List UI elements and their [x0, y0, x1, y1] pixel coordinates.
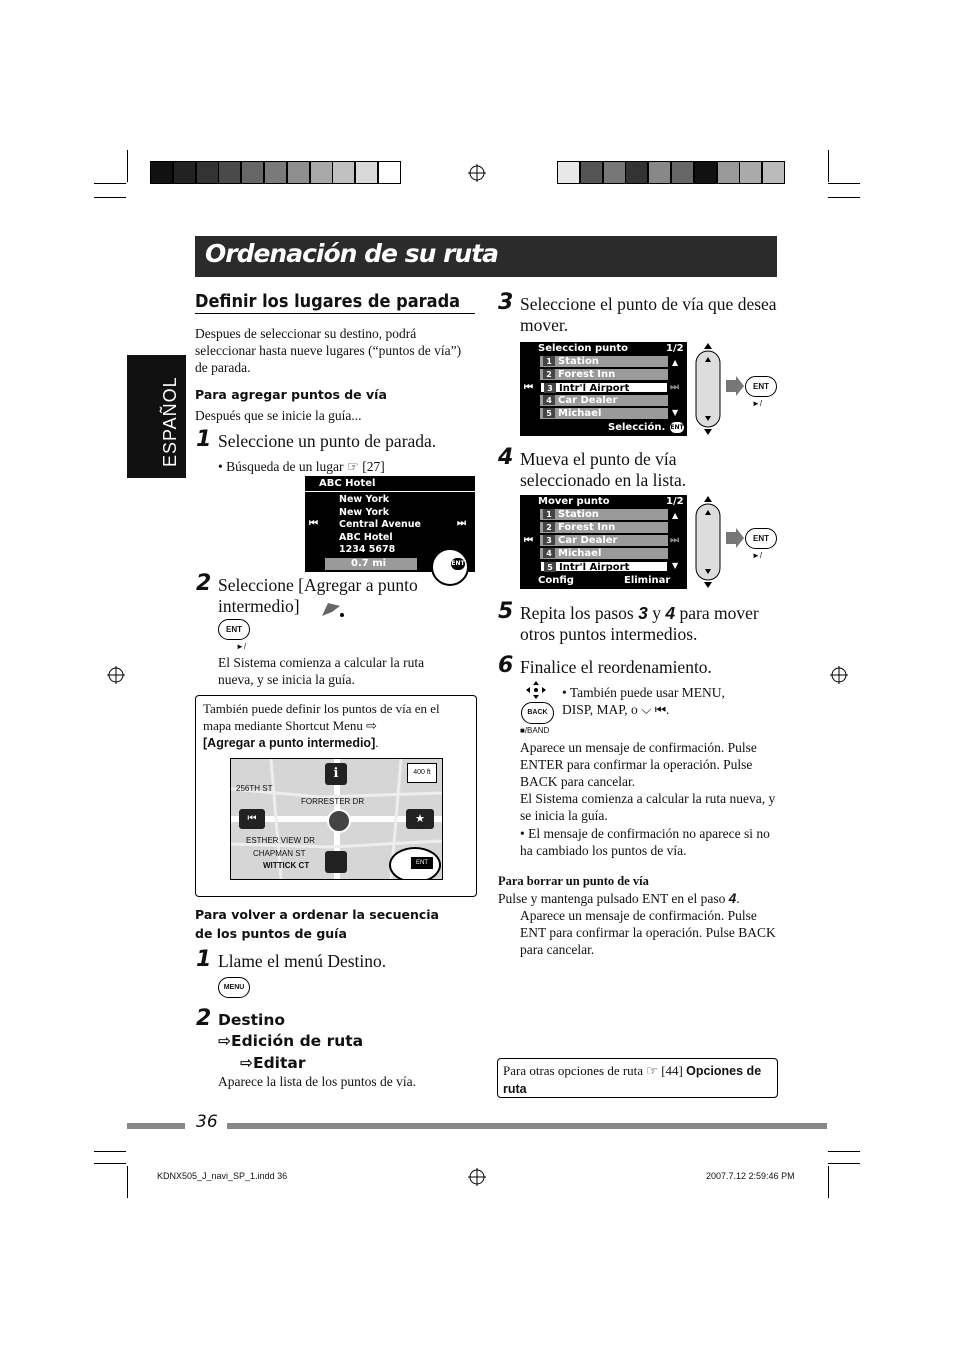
- multidirection-icon: [526, 681, 546, 699]
- button-caption: ►/: [752, 551, 763, 560]
- screen-place-details: [305, 476, 475, 572]
- color-swatch: [694, 161, 717, 184]
- color-swatch: [241, 161, 264, 184]
- ent-icon: ENT: [451, 558, 465, 570]
- ent-icon: ENT: [411, 857, 433, 869]
- list-item-number: 3: [544, 383, 556, 393]
- ent-button[interactable]: ENT: [745, 528, 777, 549]
- delete-text: Pulse y mantenga pulsado ENT en el paso 4.: [498, 891, 740, 906]
- next-icon: ⏭: [670, 382, 679, 393]
- list-item[interactable]: [540, 382, 668, 393]
- registration-mark-icon: [107, 666, 125, 684]
- section-title: Definir los lugares de parada: [195, 291, 461, 312]
- page-number: 36: [196, 1112, 218, 1132]
- map-scale: 400 ft: [407, 763, 437, 783]
- crop-mark: [94, 1151, 126, 1152]
- list-item-label: Michael: [558, 548, 602, 559]
- screen-title: Mover punto: [538, 496, 610, 507]
- menu-path-1: Destino: [218, 1011, 286, 1029]
- color-swatch: [310, 161, 333, 184]
- step-text: Finalice el reordenamiento.: [520, 657, 712, 677]
- screen-move-point: [520, 495, 687, 589]
- step-text: Seleccione [Agregar a punto intermedio]: [218, 575, 418, 616]
- list-item-label: Car Dealer: [558, 395, 618, 406]
- crop-mark: [828, 150, 829, 182]
- step-bullet: • También puede usar MENU, DISP, MAP, o ⌵ ⏮.: [562, 685, 725, 717]
- screen-footer: Selección.: [608, 422, 666, 433]
- list-item-number: 5: [544, 562, 556, 572]
- street-label: FORRESTER DR: [301, 797, 365, 806]
- registration-mark-icon: [830, 666, 848, 684]
- crop-mark: [127, 1166, 128, 1198]
- step-number: 4: [498, 445, 514, 470]
- list-item[interactable]: [540, 369, 668, 380]
- menu-path-2: ⇨Edición de ruta: [218, 1032, 364, 1050]
- color-swatch: [218, 161, 241, 184]
- sub-text: Después que se inicie la guía...: [195, 408, 362, 423]
- language-tab: [127, 355, 186, 478]
- step-number: 1: [196, 427, 212, 452]
- crop-mark: [828, 1166, 829, 1198]
- crop-mark: [94, 183, 126, 184]
- color-swatch: [355, 161, 378, 184]
- button-caption: ►/: [236, 642, 247, 651]
- crop-mark: [127, 150, 128, 182]
- scroll-up-icon: ▲: [672, 511, 679, 520]
- screen-footer-left: Config: [538, 575, 574, 586]
- map-left-icon[interactable]: ⏮: [239, 809, 265, 829]
- screen-title: ABC Hotel: [319, 478, 376, 489]
- menu-button[interactable]: MENU: [218, 977, 250, 998]
- page-indicator: 1/2: [666, 496, 684, 507]
- scroll-down-icon: ▼: [672, 408, 679, 417]
- color-swatch: [196, 161, 219, 184]
- list-item-number: 1: [543, 356, 555, 366]
- list-item-number: 3: [543, 535, 555, 545]
- color-swatch: [287, 161, 310, 184]
- scroll-knob-icon[interactable]: [693, 496, 723, 588]
- color-swatch: [264, 161, 287, 184]
- color-swatch: [648, 161, 671, 184]
- poi-icon[interactable]: [325, 851, 347, 873]
- language-tab-label: ESPAÑOL: [160, 376, 180, 467]
- list-item-number: 4: [543, 395, 555, 405]
- list-item-label: Car Dealer: [558, 535, 618, 546]
- delete-heading: Para borrar un punto de vía: [498, 874, 649, 888]
- list-item-label: Station: [558, 509, 599, 520]
- step-number: 3: [498, 290, 514, 315]
- scroll-knob-icon[interactable]: [693, 343, 723, 435]
- print-date: 2007.7.12 2:59:46 PM: [706, 1171, 795, 1181]
- step-description: El Sistema comienza a calcular la ruta nueva, y se inicia la guía.: [520, 791, 776, 823]
- color-swatch: [625, 161, 648, 184]
- ent-button[interactable]: ENT: [745, 376, 777, 397]
- step-bullet: • El mensaje de confirmación no aparece si no ha cambiado los puntos de vía.: [520, 826, 770, 858]
- list-item-number: 1: [543, 509, 555, 519]
- color-swatch: [378, 161, 401, 184]
- screen-row: ABC Hotel: [339, 531, 393, 543]
- list-item[interactable]: [540, 356, 668, 367]
- color-swatch: [717, 161, 740, 184]
- color-swatch: [739, 161, 762, 184]
- color-swatch: [557, 161, 580, 184]
- scroll-down-icon: ▼: [672, 561, 679, 570]
- crop-mark: [828, 197, 860, 198]
- note-text: También puede definir los puntos de vía en el mapa mediante Shortcut Menu ⇨ [Agregar a punto intermedio].: [203, 701, 440, 750]
- list-item-label: Forest Inn: [558, 522, 616, 533]
- list-item[interactable]: [540, 535, 668, 546]
- crop-mark: [94, 197, 126, 198]
- cursor-icon[interactable]: [327, 809, 351, 833]
- screen-row: Central Avenue: [339, 519, 421, 530]
- list-item[interactable]: [540, 395, 668, 406]
- step-text: Seleccione un punto de parada.: [218, 431, 437, 451]
- next-icon: ⏭: [670, 535, 679, 546]
- back-button[interactable]: BACK: [521, 702, 554, 724]
- screen-row: 1234 5678: [339, 544, 396, 555]
- color-swatch: [150, 161, 173, 184]
- list-item-number: 5: [543, 408, 555, 418]
- list-item-label: Station: [558, 356, 599, 367]
- step-description: El Sistema comienza a calcular la ruta nueva, y se inicia la guía.: [218, 655, 425, 687]
- screen-title: Seleccion punto: [538, 343, 628, 354]
- arrow-right-icon: [724, 528, 744, 548]
- step-number: 5: [498, 599, 514, 624]
- screen-row: New York: [339, 506, 390, 518]
- street-label: 256TH ST: [236, 784, 273, 793]
- step-number: 2: [196, 1006, 212, 1031]
- screen-row: New York: [339, 494, 390, 505]
- list-item-number: 2: [543, 522, 555, 532]
- info-icon[interactable]: ℹ: [325, 763, 347, 785]
- ent-button[interactable]: ENT: [218, 619, 250, 640]
- list-item-label: Intr'l Airport: [559, 383, 630, 394]
- prev-icon: ⏮: [309, 518, 318, 529]
- step-description: Aparece la lista de los puntos de vía.: [218, 1074, 416, 1089]
- list-item-label: Forest Inn: [558, 369, 616, 380]
- street-label: CHAPMAN ST: [253, 849, 306, 858]
- menu-path-3: ⇨Editar: [240, 1054, 306, 1072]
- step-number: 2: [196, 571, 212, 596]
- screen-footer-right: Eliminar: [624, 575, 671, 586]
- page-bar-left: [127, 1123, 185, 1129]
- map-view: [230, 758, 443, 880]
- registration-mark-icon: [468, 164, 486, 182]
- prev-icon: ⏮: [524, 382, 533, 393]
- step-bullet: Búsqueda de un lugar ☞ [27]: [226, 459, 385, 474]
- crop-mark: [94, 1163, 126, 1164]
- distance: 0.7 mi: [351, 558, 387, 569]
- color-swatch: [762, 161, 785, 184]
- list-item[interactable]: [540, 561, 668, 572]
- button-caption: ■/BAND: [520, 726, 550, 735]
- step-text: Llame el menú Destino.: [218, 951, 387, 971]
- arrow-right-icon: [724, 376, 744, 396]
- page-title: Ordenación de su ruta: [205, 239, 499, 268]
- reference-text: Para otras opciones de ruta ☞ [44] Opciones de ruta: [503, 1063, 762, 1096]
- favorite-star-icon[interactable]: ★: [406, 809, 434, 829]
- registration-mark-icon: [468, 1168, 486, 1186]
- crop-mark: [828, 1163, 860, 1164]
- color-swatch: [580, 161, 603, 184]
- list-item-number: 2: [543, 369, 555, 379]
- crop-mark: [828, 1151, 860, 1152]
- next-icon: ⏭: [457, 518, 466, 529]
- street-label: ESTHER VIEW DR: [246, 836, 315, 845]
- color-swatch: [332, 161, 355, 184]
- step-text: Repita los pasos 3 y 4 para mover otros puntos intermedios.: [520, 603, 759, 644]
- page-indicator: 1/2: [666, 343, 684, 354]
- sub-heading: Para agregar puntos de vía: [195, 387, 387, 402]
- page-bar-right: [227, 1123, 827, 1129]
- crop-mark: [828, 183, 860, 184]
- prev-icon: ⏮: [524, 535, 533, 546]
- step-text: Mueva el punto de vía seleccionado en la lista.: [520, 449, 687, 490]
- step-number: 1: [196, 947, 212, 972]
- reorder-heading: Para volver a ordenar la secuencia de los puntos de guía: [195, 907, 439, 941]
- list-item[interactable]: [540, 509, 668, 520]
- list-item[interactable]: [540, 408, 668, 419]
- list-item-number: 4: [543, 548, 555, 558]
- scroll-up-icon: ▲: [672, 358, 679, 367]
- list-item[interactable]: [540, 522, 668, 533]
- step-number: 6: [498, 653, 514, 678]
- section-rule: [195, 313, 475, 314]
- step-text: Seleccione el punto de vía que desea mover.: [520, 294, 777, 335]
- list-item-label: Michael: [558, 408, 602, 419]
- list-item-label: Intr'l Airport: [559, 562, 630, 573]
- button-caption: ►/: [752, 399, 763, 408]
- ent-icon: ENT: [670, 424, 684, 431]
- color-swatch: [671, 161, 694, 184]
- list-item[interactable]: [540, 548, 668, 559]
- intro-text: Despues de seleccionar su destino, podrá seleccionar hasta nueve lugares (“puntos de vía”) de parada.: [195, 326, 462, 375]
- screen-select-point: [520, 342, 687, 436]
- color-swatch: [603, 161, 626, 184]
- note-link: [Agregar a punto intermedio]: [203, 736, 376, 750]
- street-label: WITTICK CT: [263, 861, 310, 870]
- color-swatch: [173, 161, 196, 184]
- step-description: Aparece un mensaje de confirmación. Pulse ENTER para confirmar la operación. Pulse BACK para cancelar.: [520, 740, 757, 789]
- delete-description: Aparece un mensaje de confirmación. Pulse ENT para confirmar la operación. Pulse BACK para cancelar.: [520, 908, 776, 957]
- reference-link[interactable]: Opciones de ruta: [503, 1064, 762, 1096]
- waypoint-flag-icon: [318, 600, 346, 618]
- file-info: KDNX505_J_navi_SP_1.indd 36: [157, 1171, 288, 1181]
